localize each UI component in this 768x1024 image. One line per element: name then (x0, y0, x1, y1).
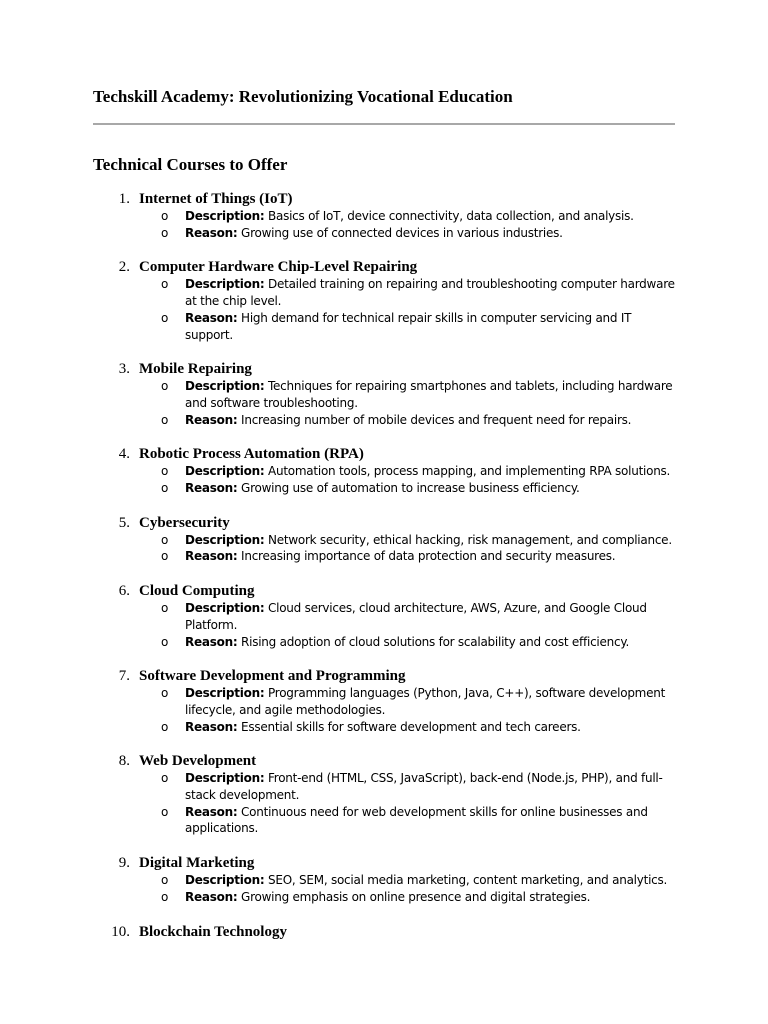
course-description-text: Detailed training on repairing and troubleshooting computer hardware at the chip level. (185, 277, 675, 309)
course-reason-label: Reason: (185, 310, 238, 325)
course-title: Cybersecurity (139, 514, 230, 531)
bullet-icon: o (161, 601, 169, 616)
course-list (0, 190, 768, 958)
course-reason (161, 634, 680, 651)
course-number: 7. (118, 668, 130, 685)
bullet-icon: o (161, 634, 169, 649)
course-description (161, 600, 680, 633)
course-reason (161, 225, 680, 242)
course-reason-text: Growing use of connected devices in various industries. (241, 225, 563, 240)
course-description-label: Description: (185, 601, 265, 616)
course-description-text: Front-end (HTML, CSS, JavaScript), back-end (Node.js, PHP), and full-stack development. (185, 771, 663, 803)
course-description-label: Description: (185, 771, 265, 786)
course-description (161, 872, 680, 889)
course-reason-text: Essential skills for software development and tech careers. (241, 719, 581, 734)
bullet-icon: o (161, 464, 169, 479)
course-number: 9. (118, 855, 130, 872)
bullet-icon: o (161, 277, 169, 292)
course-title: Web Development (139, 753, 257, 770)
course-title: Software Development and Programming (139, 668, 406, 685)
bullet-icon: o (161, 549, 169, 564)
bullet-icon: o (161, 379, 169, 394)
course-description (161, 276, 680, 309)
course-description-text: SEO, SEM, social media marketing, content marketing, and analytics. (268, 873, 668, 888)
course-title: Computer Hardware Chip-Level Repairing (139, 259, 418, 276)
course-item (0, 445, 768, 496)
course-item (0, 360, 768, 428)
course-description-label: Description: (185, 209, 265, 223)
bullet-icon: o (161, 719, 169, 734)
course-item (0, 514, 768, 565)
course-item (0, 582, 768, 650)
course-description (161, 378, 680, 411)
course-description-text: Programming languages (Python, Java, C++), software development lifecycle, and agile methodologies. (185, 686, 666, 717)
horizontal-rule (93, 123, 675, 125)
course-description (161, 208, 680, 225)
bullet-icon: o (161, 412, 169, 427)
bullet-icon: o (161, 225, 169, 240)
course-title: Mobile Repairing (139, 361, 252, 378)
course-description (161, 532, 680, 549)
course-title: Internet of Things (IoT) (139, 191, 293, 207)
course-reason-text: Growing emphasis on online presence and digital strategies. (241, 889, 591, 904)
course-number: 6. (118, 583, 130, 600)
course-number: 8. (118, 753, 130, 770)
course-description-text: Network security, ethical hacking, risk management, and compliance. (268, 532, 672, 547)
course-number: 4. (118, 446, 130, 463)
course-reason (161, 804, 680, 837)
course-description (161, 685, 680, 718)
course-reason-label: Reason: (185, 225, 238, 240)
document-title: Techskill Academy: Revolutionizing Vocational Education (93, 87, 513, 106)
course-item (0, 258, 768, 343)
course-reason-text: Increasing number of mobile devices and frequent need for repairs. (241, 412, 632, 427)
bullet-icon: o (161, 310, 169, 325)
course-number: 2. (118, 259, 130, 276)
course-item (0, 190, 768, 241)
course-reason-label: Reason: (185, 412, 238, 427)
bullet-icon: o (161, 686, 169, 701)
course-description-label: Description: (185, 277, 265, 292)
course-reason-text: Growing use of automation to increase business efficiency. (241, 481, 580, 496)
course-reason-label: Reason: (185, 549, 238, 564)
course-description (161, 770, 680, 803)
course-description-label: Description: (185, 464, 265, 479)
course-reason-label: Reason: (185, 804, 238, 819)
course-reason-label: Reason: (185, 481, 238, 496)
course-reason-text: Rising adoption of cloud solutions for scalability and cost efficiency. (241, 634, 630, 649)
course-title: Digital Marketing (139, 855, 255, 872)
course-reason (161, 719, 680, 736)
course-description-text: Automation tools, process mapping, and implementing RPA solutions. (268, 464, 671, 479)
course-description-text: Techniques for repairing smartphones and tablets, including hardware and software troubleshooting. (185, 379, 673, 410)
course-reason-text: Continuous need for web development skills for online businesses and applications. (185, 804, 648, 836)
course-description-label: Description: (185, 379, 265, 394)
course-number: 1. (118, 191, 130, 207)
course-description (161, 463, 680, 480)
course-description-text: Cloud services, cloud architecture, AWS, Azure, and Google Cloud Platform. (185, 601, 647, 632)
bullet-icon: o (161, 889, 169, 904)
course-number: 3. (118, 361, 130, 378)
course-reason-text: Increasing importance of data protection and security measures. (241, 549, 616, 564)
section-heading: Technical Courses to Offer (93, 155, 288, 174)
course-item (0, 854, 768, 905)
course-reason (161, 480, 680, 497)
course-description-label: Description: (185, 686, 265, 701)
course-reason (161, 310, 680, 343)
course-reason (161, 889, 680, 906)
course-item (0, 923, 768, 941)
course-title: Robotic Process Automation (RPA) (139, 446, 364, 463)
bullet-icon: o (161, 209, 169, 223)
course-item (0, 752, 768, 837)
course-reason-label: Reason: (185, 634, 238, 649)
bullet-icon: o (161, 804, 169, 819)
bullet-icon: o (161, 873, 169, 888)
course-reason-text: High demand for technical repair skills in computer servicing and IT support. (185, 310, 632, 342)
course-number: 5. (118, 514, 130, 531)
course-title: Cloud Computing (139, 583, 255, 600)
bullet-icon: o (161, 481, 169, 496)
course-description-label: Description: (185, 532, 265, 547)
course-number: 10. (111, 923, 130, 940)
bullet-icon: o (161, 771, 169, 786)
course-reason-label: Reason: (185, 719, 238, 734)
course-description-label: Description: (185, 873, 265, 888)
course-reason (161, 412, 680, 429)
course-item (0, 667, 768, 735)
course-reason (161, 548, 680, 565)
course-title: Blockchain Technology (139, 923, 287, 940)
course-reason-label: Reason: (185, 889, 238, 904)
bullet-icon: o (161, 532, 169, 547)
course-description-text: Basics of IoT, device connectivity, data collection, and analysis. (268, 209, 634, 223)
